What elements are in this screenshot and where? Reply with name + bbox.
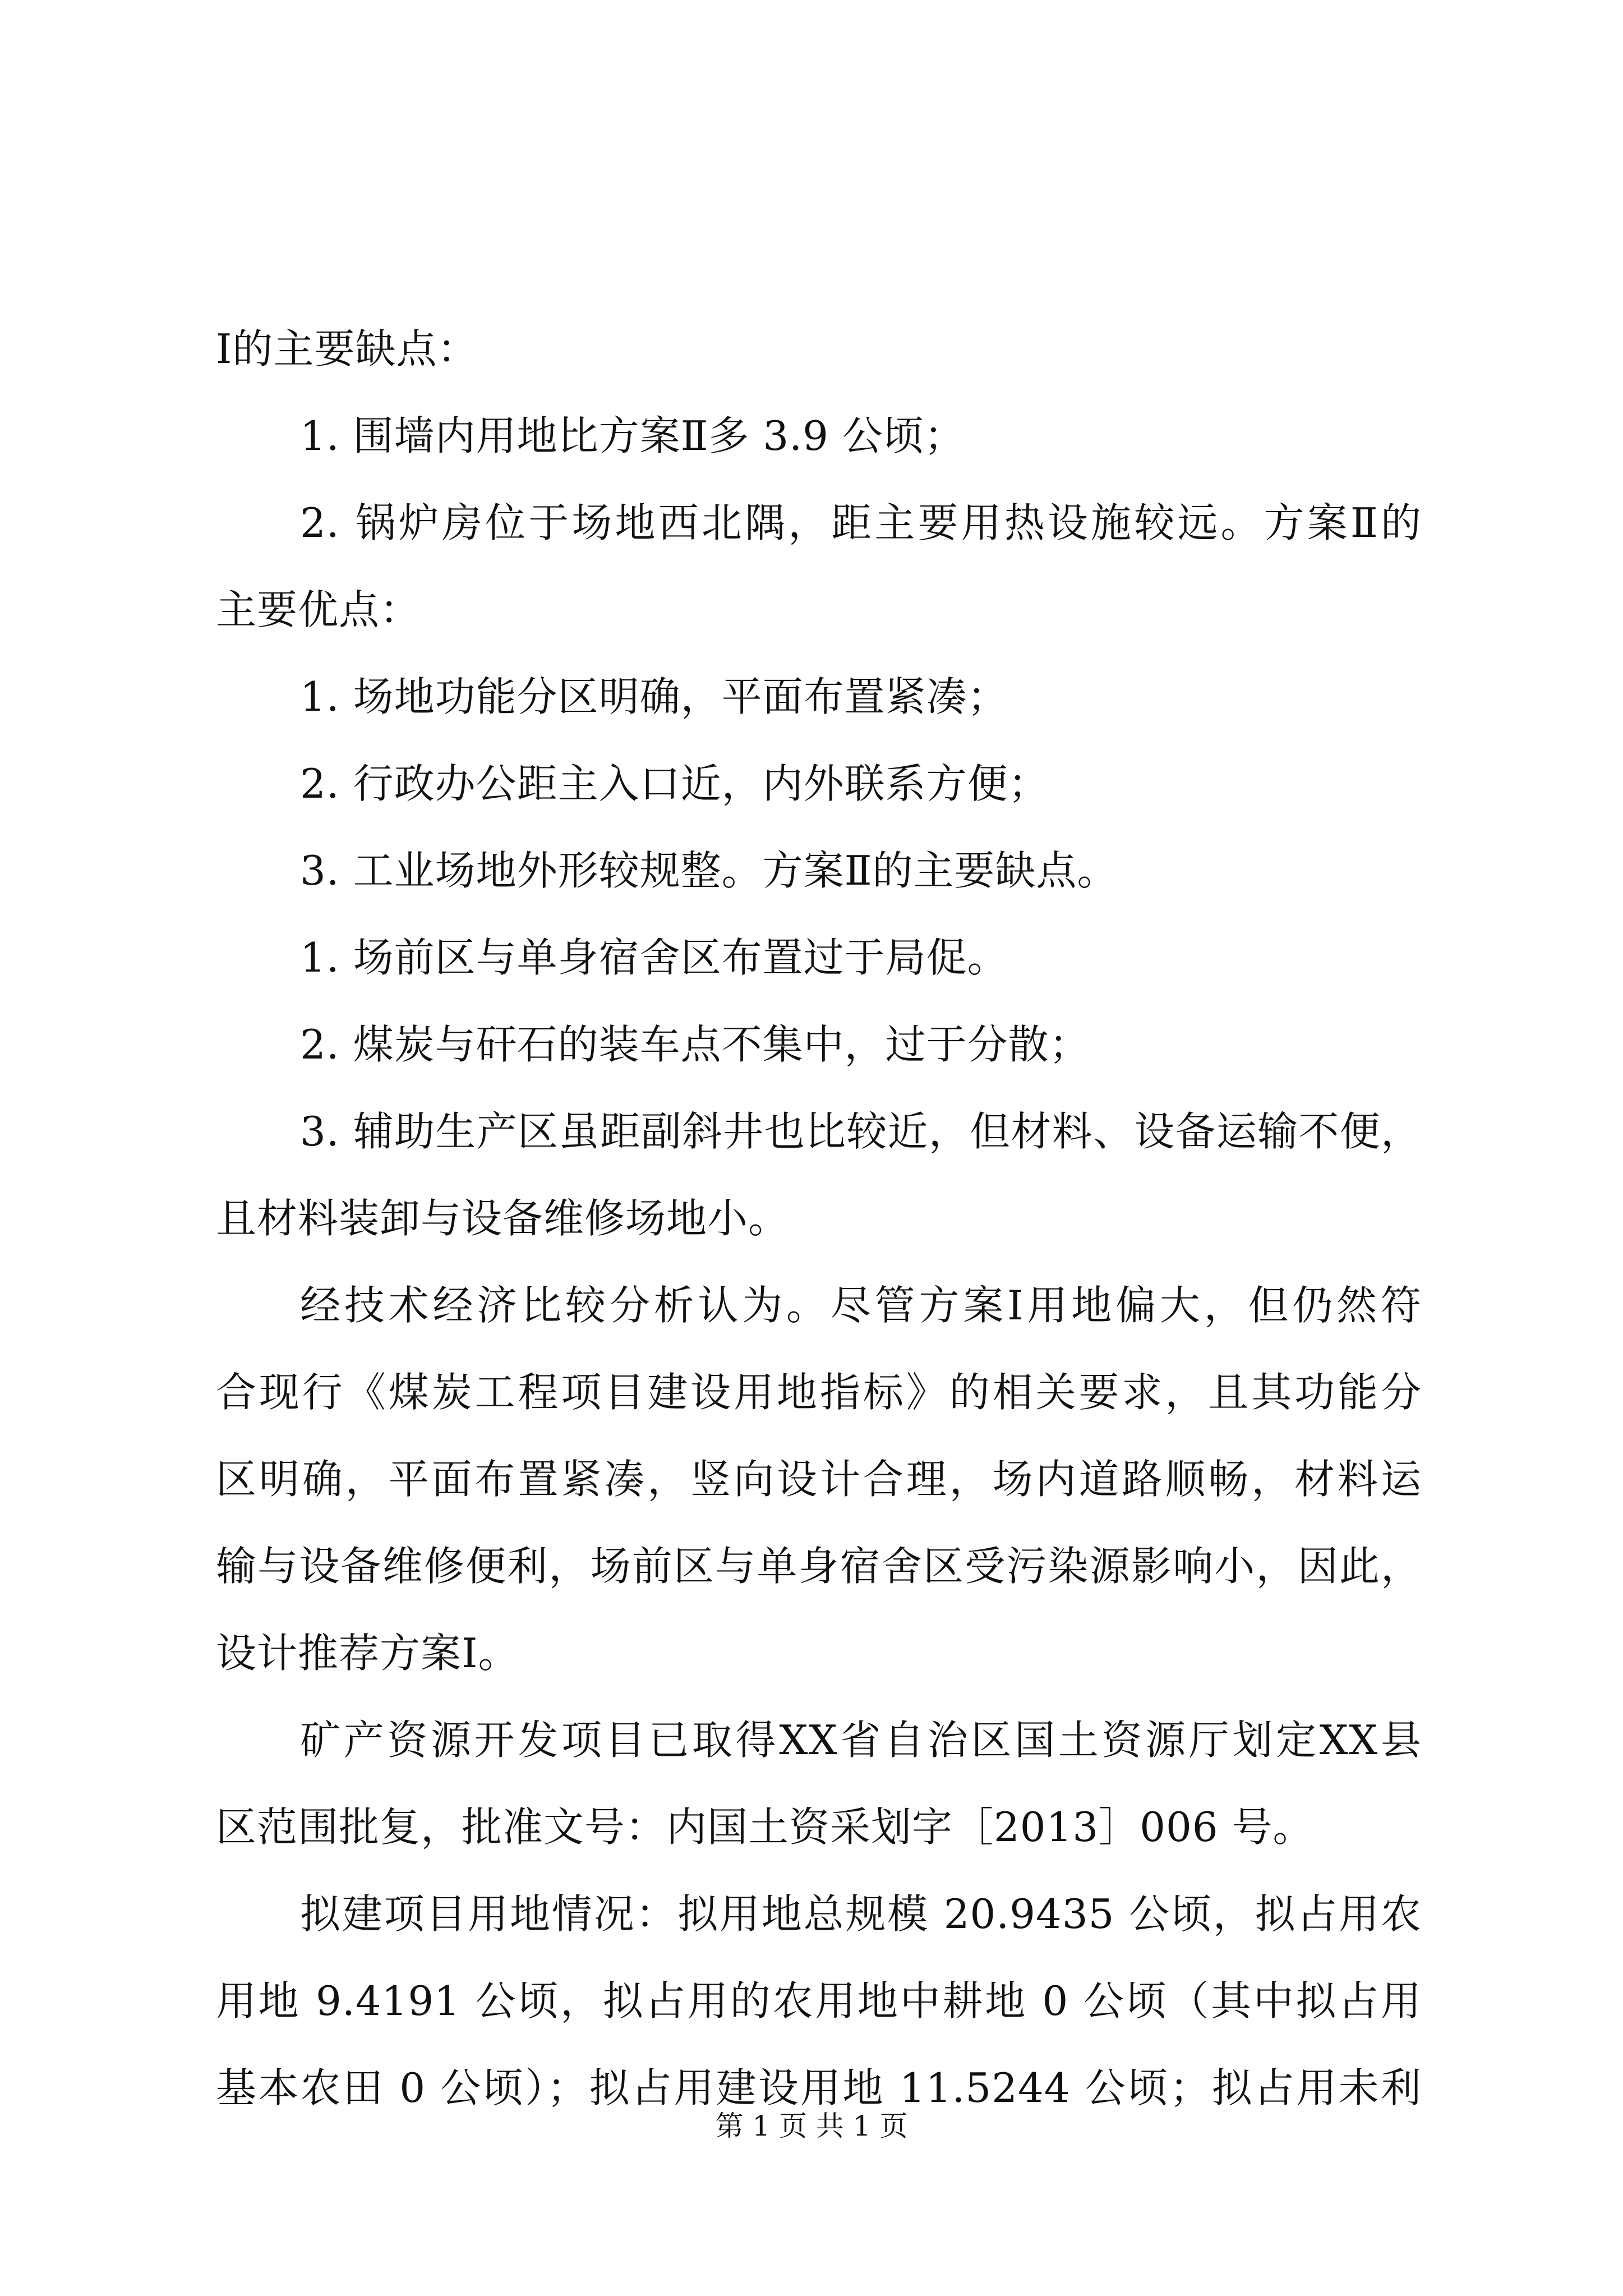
- text-line: 区明确，平面布置紧凑，竖向设计合理，场内道路顺畅，材料运: [216, 1456, 1422, 1503]
- text-line: 3. 辅助生产区虽距副斜井也比较近，但材料、设备运输不便，: [300, 1108, 1422, 1155]
- text-line: 1. 场地功能分区明确，平面布置紧凑；: [300, 673, 1008, 720]
- text-line: 区范围批复，批准文号：内国土资采划字［2013］006 号。: [216, 1803, 1314, 1851]
- text-line: Ⅰ的主要缺点：: [216, 325, 478, 372]
- text-line: 用地 9.4191 公顷，拟占用的农用地中耕地 0 公顷（其中拟占用: [216, 1977, 1422, 2024]
- text-line: 1. 场前区与单身宿舍区布置过于局促。: [300, 934, 1008, 981]
- text-line: 合现行《煤炭工程项目建设用地指标》的相关要求，且其功能分: [216, 1369, 1422, 1416]
- text-line: 且材料装卸与设备维修场地小。: [216, 1195, 790, 1242]
- text-line: 2. 煤炭与矸石的装车点不集中，过于分散；: [300, 1021, 1090, 1068]
- text-line: 3. 工业场地外形较规整。方案Ⅱ的主要缺点。: [300, 847, 1118, 894]
- text-line: 基本农田 0 公顷）；拟占用建设用地 11.5244 公顷；拟占用未利: [216, 2064, 1422, 2111]
- text-line: 主要优点：: [216, 586, 421, 633]
- text-line: 矿产资源开发项目已取得XX省自治区国土资源厅划定XX县: [300, 1717, 1422, 1764]
- text-line: 输与设备维修便利，场前区与单身宿舍区受污染源影响小，因此，: [216, 1543, 1422, 1590]
- text-line: 2. 锅炉房位于场地西北隅，距主要用热设施较远。方案Ⅱ的: [300, 499, 1422, 546]
- page-footer: 第 1 页 共 1 页: [715, 2110, 908, 2142]
- body-text: [216, 306, 1422, 2132]
- text-line: 2. 行政办公距主入口近，内外联系方便；: [300, 760, 1049, 807]
- text-line: 设计推荐方案Ⅰ。: [216, 1630, 519, 1677]
- text-line: 经技术经济比较分析认为。尽管方案Ⅰ用地偏大，但仍然符: [300, 1282, 1422, 1329]
- text-line: 拟建项目用地情况：拟用地总规模 20.9435 公顷，拟占用农: [300, 1890, 1422, 1938]
- text-line: 1. 围墙内用地比方案Ⅱ多 3.9 公顷；: [300, 412, 965, 459]
